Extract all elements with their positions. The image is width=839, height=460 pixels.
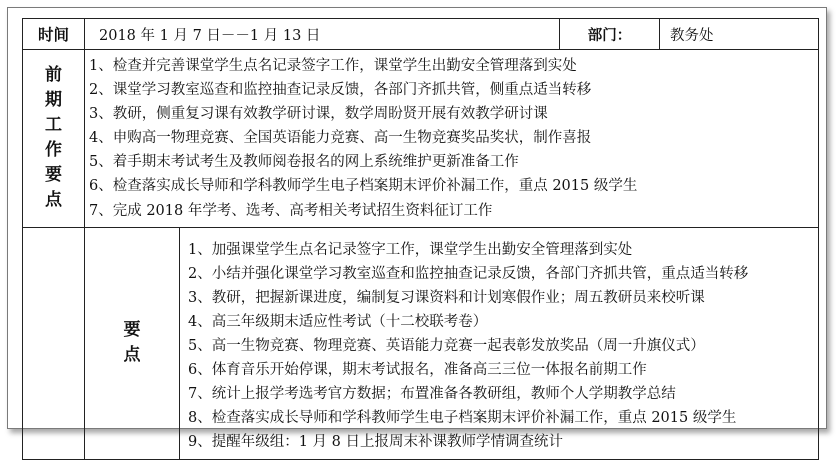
label-char: 工 <box>45 115 62 136</box>
key-points-spacer <box>23 227 85 459</box>
list-item: 6、检查落实成长导师和学科教师学生电子档案期末评价补漏工作，重点 2015 级学生 <box>89 178 638 195</box>
key-points-cell <box>85 227 819 459</box>
time-label: 时间 <box>23 19 85 50</box>
key-points-label <box>85 228 180 459</box>
list-item: 3、教研，侧重复习课有效教学研讨课，数学周盼贤开展有效教学研讨课 <box>89 106 548 123</box>
list-item: 5、着手期末考试考生及教师阅卷报名的网上系统维护更新准备工作 <box>89 154 519 171</box>
list-item: 1、检查并完善课堂学生点名记录签字工作，课堂学生出勤安全管理落到实处 <box>89 58 577 74</box>
key-points-row <box>23 227 819 459</box>
department-value: 教务处 <box>660 19 819 50</box>
list-item: 9、提醒年级组：1 月 8 日上报周末补课教师学情调查统计 <box>188 434 564 451</box>
list-item: 4、高三年级期末适应性考试（十二校联考卷） <box>188 313 488 330</box>
label-char: 点 <box>45 190 62 211</box>
label-char: 点 <box>123 345 141 366</box>
label-char: 要 <box>123 320 141 341</box>
department-label: 部门： <box>560 19 660 50</box>
list-item: 3、教研，把握新课进度，编制复习课资料和计划寒假作业；周五教研员来校听课 <box>188 289 705 306</box>
work-plan-table <box>22 18 819 460</box>
list-item: 7、统计上报学考选考官方数据；布置准备各教研组，教师个人学期教学总结 <box>188 386 676 403</box>
date-range: 2018 年 1 月 7 日－－1 月 13 日 <box>85 19 560 50</box>
label-char: 作 <box>45 140 62 161</box>
early-work-row <box>23 50 819 228</box>
list-item: 8、检查落实成长导师和学科教师学生电子档案期末评价补漏工作，重点 2015 级学生 <box>188 410 737 427</box>
list-item: 2、小结并强化课堂学习教室巡查和监控抽查记录反馈，各部门齐抓共管，重点适当转移 <box>188 265 749 282</box>
list-item: 4、申购高一物理竞赛、全国英语能力竞赛、高一生物竞赛奖品奖状，制作喜报 <box>89 130 592 147</box>
label-char: 前 <box>45 65 62 86</box>
label-char: 要 <box>45 165 62 186</box>
label-char: 期 <box>45 90 62 111</box>
header-row <box>23 19 819 50</box>
list-item: 1、加强课堂学生点名记录签字工作，课堂学生出勤安全管理落到实处 <box>188 241 633 258</box>
list-item: 6、体育音乐开始停课，期末考试报名，准备高三三位一体报名前期工作 <box>188 362 647 379</box>
list-item: 5、高一生物竞赛、物理竞赛、英语能力竞赛一起表彰发放奖品（周一升旗仪式） <box>188 338 705 355</box>
list-item: 7、完成 2018 年学考、选考、高考相关考试招生资料征订工作 <box>89 202 493 219</box>
early-work-list <box>85 50 819 228</box>
key-points-list <box>180 228 819 459</box>
key-points-inner-table <box>85 228 818 459</box>
document-frame <box>7 7 827 451</box>
early-work-label <box>23 50 85 228</box>
list-item: 2、课堂学习教室巡查和监控抽查记录反馈，各部门齐抓共管，侧重点适当转移 <box>89 82 592 99</box>
